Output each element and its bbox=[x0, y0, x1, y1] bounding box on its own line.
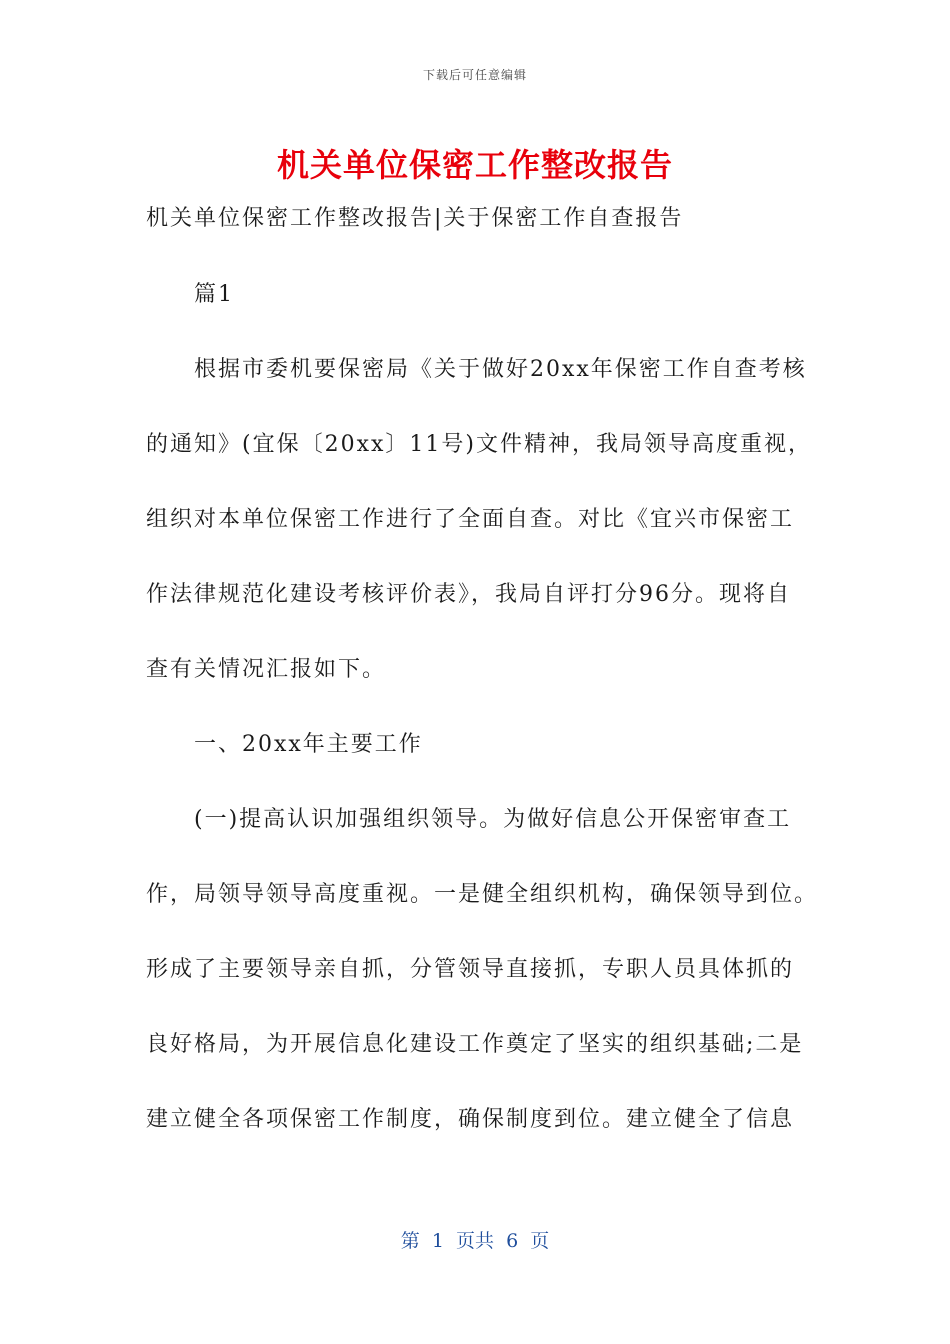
subtitle: 机关单位保密工作整改报告|关于保密工作自查报告 bbox=[146, 206, 684, 231]
paragraph-line: 组织对本单位保密工作进行了全面自查。对比《宜兴市保密工 bbox=[146, 507, 795, 532]
paragraph-line: 建立健全各项保密工作制度，确保制度到位。建立健全了信息 bbox=[146, 1107, 795, 1132]
document-body bbox=[146, 200, 819, 1139]
page-footer: 第 1 页共 6 页 bbox=[400, 1230, 550, 1252]
section-heading: 一、20xx年主要工作 bbox=[194, 732, 423, 757]
paragraph-line: 作法律规范化建设考核评价表》，我局自评打分96分。现将自 bbox=[146, 582, 791, 607]
paragraph-line: 查有关情况汇报如下。 bbox=[146, 657, 387, 682]
paragraph-line: 的通知》(宜保〔20xx〕11号)文件精神，我局领导高度重视， bbox=[146, 432, 812, 457]
paragraph-line: (一)提高认识加强组织领导。为做好信息公开保密审查工 bbox=[194, 807, 792, 832]
section-label: 篇1 bbox=[194, 282, 234, 307]
paragraph-line: 根据市委机要保密局《关于做好20xx年保密工作自查考核 bbox=[194, 357, 807, 382]
header-note: 下载后可任意编辑 bbox=[422, 68, 527, 82]
paragraph-line: 形成了主要领导亲自抓，分管领导直接抓，专职人员具体抓的 bbox=[146, 957, 795, 982]
paragraph-line: 作，局领导领导高度重视。一是健全组织机构，确保领导到位。 bbox=[146, 882, 819, 907]
document-title: 机关单位保密工作整改报告 bbox=[276, 146, 673, 184]
paragraph-line: 良好格局，为开展信息化建设工作奠定了坚实的组织基础;二是 bbox=[146, 1032, 804, 1057]
